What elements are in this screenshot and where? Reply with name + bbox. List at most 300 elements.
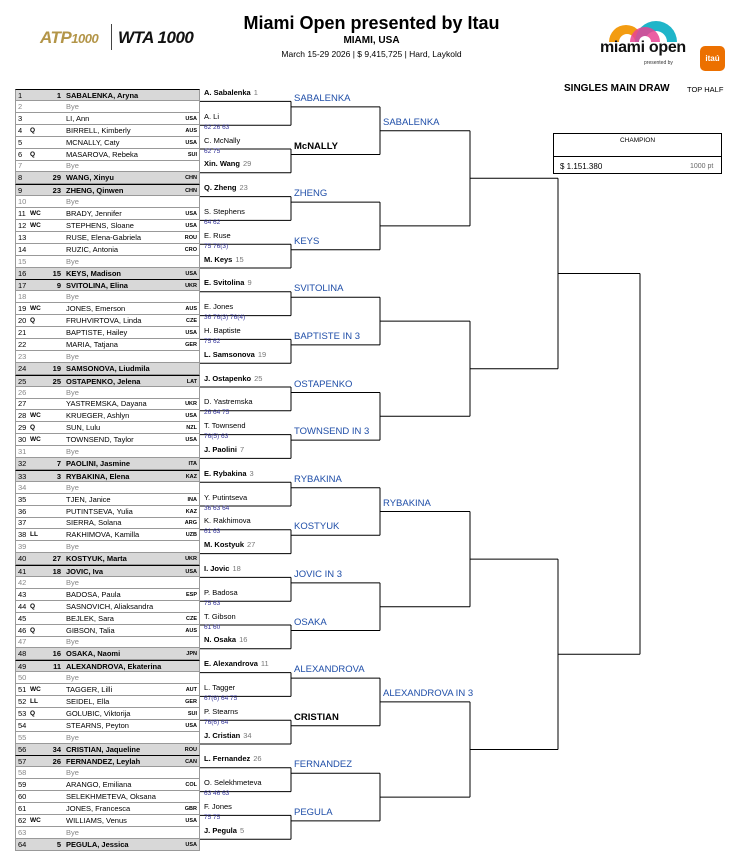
round-2-winner (204, 659, 269, 669)
entry-country: USA (185, 115, 197, 122)
draw-entry-row (15, 375, 200, 387)
entry-number: 57 (18, 757, 27, 767)
draw-entry-row (15, 506, 200, 518)
entry-country: SUI (187, 710, 197, 717)
entry-number: 18 (18, 292, 27, 302)
draw-entry-row (15, 172, 200, 184)
miami-open-wordmark: miami open (600, 39, 686, 56)
entry-name: Bye (66, 542, 79, 552)
entry-tag: WC (30, 686, 41, 693)
draw-entry-row (15, 803, 200, 815)
round-4-winner: RYBAKINA (383, 497, 431, 509)
entry-name: MCNALLY, Caty (66, 137, 120, 147)
entry-country: USA (185, 437, 197, 444)
entry-country: USA (185, 841, 197, 848)
atp-logo: ATP1000 (40, 28, 99, 47)
entry-number: 21 (18, 328, 27, 337)
round-3-winner: ZHENG (294, 188, 328, 200)
entry-country: USA (185, 270, 197, 277)
round-2-winner (204, 564, 241, 574)
round-2-score: 75 76(3) (204, 242, 229, 250)
draw-entry-row (15, 422, 200, 434)
entry-name: BIRRELL, Kimberly (66, 125, 131, 135)
entry-country: UZB (185, 532, 197, 539)
draw-entry-row (15, 387, 200, 399)
entry-number: 64 (18, 839, 27, 849)
round-3-winner: ALEXANDROVA (294, 664, 365, 676)
draw-entry-row (15, 458, 200, 470)
entry-name: RUSE, Elena-Gabriela (66, 232, 142, 242)
tournament-location: MIAMI, USA (343, 35, 400, 46)
entry-number: 27 (18, 399, 27, 409)
round-2-winner (204, 540, 255, 550)
round-2-name: K. Rakhimova (204, 516, 251, 526)
entry-seed: 34 (52, 744, 61, 754)
entry-number: 54 (18, 720, 27, 730)
entry-country: SUI (187, 151, 197, 158)
draw-entry-row (15, 732, 200, 744)
round-2-winner (204, 588, 238, 598)
entry-number: 4 (18, 125, 23, 135)
entry-seed: 16 (52, 649, 61, 659)
entry-number: 20 (18, 316, 27, 326)
entry-number: 34 (18, 482, 27, 492)
round-2-score: 67(6) 64 75 (204, 695, 238, 702)
entry-name: TOWNSEND, Taylor (66, 435, 134, 445)
entry-seed: 15 (52, 268, 61, 278)
entry-number: 13 (18, 232, 27, 242)
entry-name: Bye (66, 197, 79, 207)
draw-entry-row (15, 363, 200, 375)
entry-name: Bye (66, 101, 79, 111)
entry-country: USA (185, 222, 197, 229)
entry-country: NZL (186, 425, 197, 432)
round-4-winner: ALEXANDROVA IN 3 (383, 687, 474, 699)
round-2-score: 61 60 (204, 623, 221, 631)
entry-name: KOSTYUK, Marta (66, 554, 127, 564)
entry-name: Bye (66, 161, 79, 171)
round-2-winner (204, 802, 232, 812)
round-2-winner (204, 159, 251, 169)
round-2-seed: 29 (242, 159, 252, 169)
round-2-name: P. Stearns (204, 706, 239, 716)
entry-name: Bye (66, 387, 79, 397)
round-2-seed: 7 (239, 445, 245, 454)
entry-name: KEYS, Madison (66, 268, 122, 278)
draw-entry-row (15, 149, 200, 161)
entry-seed: 11 (53, 662, 61, 672)
entry-number: 48 (18, 649, 27, 659)
champion-prize: $ 1.151.380 (560, 162, 603, 171)
round-2-name: A. Sabalenka (204, 88, 251, 97)
round-2-winner (204, 302, 233, 312)
round-2-name: M. Keys (204, 254, 233, 264)
round-3-winner: SABALENKA (294, 92, 351, 104)
entry-name: Bye (66, 577, 79, 587)
entry-name: Bye (66, 256, 79, 266)
entry-name: FRUHVIRTOVA, Linda (66, 316, 142, 326)
entry-country: KAZ (185, 473, 197, 480)
entry-seed: 18 (52, 567, 61, 576)
round-2-winner (204, 326, 241, 336)
entry-number: 62 (18, 815, 27, 825)
round-2-winner (204, 207, 245, 217)
entry-seed: 1 (56, 91, 61, 100)
entry-number: 23 (18, 351, 27, 361)
entry-tag: Q (30, 709, 36, 717)
round-3-winner: BAPTISTE IN 3 (294, 330, 360, 342)
round-2-seed: 9 (247, 278, 252, 288)
entry-number: 49 (18, 662, 27, 672)
draw-entry-row (15, 279, 200, 291)
entry-name: STEARNS, Peyton (66, 720, 129, 730)
entry-country: USA (185, 139, 197, 146)
round-2-name: C. McNally (204, 135, 241, 145)
entry-name: FERNANDEZ, Leylah (66, 757, 141, 767)
round-2-score: 62 26 63 (204, 123, 230, 131)
entry-name: BRADY, Jennifer (66, 209, 122, 218)
entry-country: CAN (185, 759, 197, 766)
draw-entry-row (15, 517, 200, 529)
draw-entry-row (15, 351, 200, 363)
round-2-name: P. Badosa (204, 587, 238, 597)
entry-name: SASNOVICH, Aliaksandra (66, 601, 154, 611)
round-2-name: J. Paolini (204, 445, 237, 454)
draw-entry-row (15, 196, 200, 208)
entry-number: 39 (18, 542, 27, 552)
round-2-seed: 11 (260, 659, 269, 669)
draw-entry-row (15, 184, 200, 196)
entry-name: BAPTISTE, Hailey (66, 328, 128, 337)
draw-entry-row (15, 779, 200, 791)
entry-name: GIBSON, Talia (66, 625, 115, 635)
entry-seed: 26 (52, 757, 61, 767)
draw-entry-row (15, 565, 200, 577)
round-2-name: E. Alexandrova (204, 659, 258, 669)
entry-country: GER (185, 341, 197, 348)
entry-country: CHN (185, 188, 197, 195)
entry-country: CZE (186, 318, 197, 325)
round-2-name: M. Kostyuk (204, 540, 245, 550)
entry-number: 41 (18, 567, 27, 576)
draw-entry-row (15, 482, 200, 494)
round-3-winner: KOSTYUK (294, 521, 340, 533)
draw-entry-row (15, 589, 200, 601)
entry-country: CZE (186, 615, 197, 622)
entry-number: 2 (18, 101, 23, 111)
entry-number: 16 (18, 268, 27, 278)
draw-entry-row (15, 339, 200, 351)
entry-seed: 9 (56, 281, 61, 291)
round-2-score: 36 63 64 (204, 504, 230, 512)
entry-name: PAOLINI, Jasmine (66, 458, 131, 468)
entry-seed: 3 (56, 471, 61, 481)
draw-entry-row (15, 839, 200, 851)
draw-entry-row (15, 791, 200, 803)
entry-number: 12 (18, 220, 27, 230)
entry-name: JOVIC, Iva (66, 567, 104, 576)
entry-name: JONES, Francesca (66, 804, 131, 813)
round-2-seed: 18 (232, 564, 241, 573)
entry-seed: 27 (52, 554, 61, 564)
entry-name: BADOSA, Paula (66, 589, 121, 599)
entry-tag: Q (30, 150, 36, 158)
entry-name: Bye (66, 482, 79, 492)
round-2-score: 76(6) 64 (204, 718, 229, 726)
round-2-winner (204, 635, 247, 645)
entry-name: GOLUBIC, Viktorija (66, 708, 131, 718)
round-2-winner (204, 136, 240, 146)
entry-number: 50 (18, 673, 27, 683)
draw-entry-row (15, 410, 200, 422)
entry-country: USA (185, 722, 197, 729)
tournament-details: March 15-29 2026 | $ 9,415,725 | Hard, Laykold (281, 49, 462, 59)
entry-number: 1 (18, 91, 23, 100)
miami-open-logo-icon (603, 4, 688, 44)
entry-tag: LL (30, 531, 38, 539)
round-2-winner (204, 112, 219, 122)
entry-name: STEPHENS, Sloane (66, 220, 134, 230)
round-2-name: N. Osaka (204, 635, 237, 645)
draw-entry-row (15, 232, 200, 244)
entry-name: PUTINTSEVA, Yulia (66, 506, 133, 516)
entry-name: BEJLEK, Sara (66, 613, 114, 623)
round-2-seed: 1 (253, 88, 258, 97)
entry-name: TJEN, Janice (66, 494, 111, 504)
entry-name: TAGGER, Lilli (66, 685, 113, 694)
round-2-seed: 5 (239, 825, 245, 835)
draw-entry-row (15, 553, 200, 565)
entry-number: 15 (18, 256, 27, 266)
round-2-name: Y. Putintseva (204, 492, 248, 502)
entry-seed: 29 (52, 173, 61, 183)
round-2-winner (204, 183, 248, 193)
round-2-seed: 23 (239, 183, 248, 193)
entry-number: 58 (18, 768, 27, 778)
draw-entry-row (15, 708, 200, 720)
entry-number: 55 (18, 732, 27, 742)
entry-name: WANG, Xinyu (66, 173, 114, 183)
entry-tag: WC (30, 305, 41, 313)
entry-name: CRISTIAN, Jaqueline (66, 744, 141, 754)
round-2-score: 75 75 (204, 814, 221, 821)
draw-entry-row (15, 220, 200, 232)
entry-tag: Q (30, 424, 36, 432)
draw-entry-row (15, 529, 200, 541)
entry-number: 42 (18, 577, 27, 587)
entry-name: JONES, Emerson (66, 304, 126, 314)
entry-country: USA (185, 330, 197, 336)
draw-entry-row (15, 636, 200, 648)
round-2-name: E. Rybakina (204, 468, 247, 478)
draw-entry-row (15, 767, 200, 779)
entry-name: SVITOLINA, Elina (66, 281, 128, 291)
entry-number: 38 (18, 530, 27, 540)
round-2-seed: 16 (239, 635, 248, 645)
entry-country: UKR (185, 556, 197, 563)
round-2-name: O. Selekhmeteva (204, 778, 262, 788)
draw-entry-row (15, 672, 200, 684)
entry-tag: WC (30, 816, 41, 824)
draw-entry-row (15, 125, 200, 137)
entry-number: 43 (18, 589, 27, 599)
entry-country: ROU (184, 746, 197, 753)
entry-number: 22 (18, 339, 27, 349)
presented-by: presented by (644, 60, 673, 66)
entry-tag: Q (30, 602, 36, 610)
entry-number: 47 (18, 637, 27, 647)
round-2-winner (204, 778, 262, 788)
entry-number: 8 (18, 173, 23, 183)
round-2-winner (204, 469, 254, 479)
entry-country: UKR (185, 401, 197, 408)
entry-name: MARIA, Tatjana (66, 339, 118, 349)
entry-name: SIERRA, Solana (66, 518, 122, 528)
entry-name: PEGULA, Jessica (66, 839, 129, 849)
champion-label: CHAMPION (619, 137, 656, 144)
entry-name: SEIDEL, Ella (66, 696, 110, 706)
entry-number: 17 (18, 281, 27, 291)
round-2-winner (204, 731, 252, 741)
draw-entry-row (15, 720, 200, 732)
draw-entry-row (15, 684, 200, 696)
entry-number: 35 (18, 494, 27, 504)
round-2-name: S. Stephens (204, 207, 245, 216)
entry-name: ARANGO, Emiliana (66, 780, 132, 790)
round-2-score: 63 46 63 (204, 790, 230, 798)
round-2-score: 62 75 (204, 147, 221, 155)
entry-seed: 7 (56, 458, 61, 468)
entry-number: 52 (18, 696, 27, 706)
draw-entry-row (15, 208, 200, 220)
entry-country: AUS (185, 627, 197, 634)
draw-entry-row (15, 244, 200, 256)
round-2-score: 64 62 (204, 219, 221, 226)
entry-tag: LL (30, 697, 38, 705)
entry-number: 44 (18, 601, 27, 611)
round-3-winner: FERNANDEZ (294, 759, 353, 771)
entry-name: Bye (66, 351, 79, 361)
entry-number: 30 (18, 435, 27, 445)
entry-number: 51 (18, 685, 27, 694)
entry-country: AUT (185, 687, 197, 693)
entry-number: 10 (18, 197, 27, 207)
round-2-name: F. Jones (204, 802, 232, 811)
round-3-winner: TOWNSEND IN 3 (294, 426, 370, 438)
entry-number: 9 (18, 186, 23, 196)
entry-name: SELEKHMETEVA, Oksana (66, 792, 156, 802)
entry-name: YASTREMSKA, Dayana (66, 399, 147, 409)
entry-country: USA (185, 211, 197, 217)
round-2-name: E. Ruse (204, 230, 231, 240)
draw-entry-row (15, 541, 200, 553)
draw-entry-row (15, 398, 200, 410)
entry-name: SAMSONOVA, Liudmila (66, 363, 150, 373)
round-2-name: L. Fernandez (204, 754, 251, 764)
entry-country: KAZ (185, 508, 197, 515)
entry-country: UKR (185, 283, 197, 290)
draw-entry-row (15, 434, 200, 446)
draw-entry-row (15, 327, 200, 339)
entry-number: 37 (18, 518, 27, 528)
draw-half: TOP HALF (687, 85, 724, 94)
entry-number: 63 (18, 827, 27, 837)
champion-line (553, 156, 722, 157)
round-2-score: 76(5) 63 (204, 433, 229, 441)
draw-entry-row (15, 648, 200, 660)
draw-entry-row (15, 303, 200, 315)
entry-seed: 25 (52, 376, 61, 386)
entry-number: 11 (18, 209, 26, 218)
entry-name: OSAKA, Naomi (66, 649, 121, 659)
draw-entry-row (15, 291, 200, 303)
round-3-winner: PEGULA (294, 806, 333, 818)
entry-name: SABALENKA, Aryna (66, 91, 139, 100)
entry-name: Bye (66, 673, 79, 683)
draw-entry-row (15, 256, 200, 268)
draw-entry-row (15, 137, 200, 149)
round-2-score: 26 64 75 (204, 409, 230, 417)
entry-tag: WC (30, 436, 41, 444)
round-2-name: T. Townsend (204, 421, 246, 431)
round-2-name: L. Samsonova (204, 349, 255, 359)
round-2-winner (204, 754, 262, 764)
draw-entry-row (15, 446, 200, 458)
entry-tag: Q (30, 317, 36, 325)
round-2-score: 36 76(3) 76(4) (204, 314, 246, 322)
entry-number: 60 (18, 792, 27, 802)
entry-name: WILLIAMS, Venus (66, 815, 127, 825)
entry-name: Bye (66, 637, 79, 647)
round-2-winner (204, 350, 266, 360)
draw-entry-row (15, 470, 200, 482)
entry-country: GBR (184, 806, 197, 812)
entry-tag: WC (30, 412, 41, 420)
round-2-seed: 27 (247, 540, 256, 550)
entry-name: RUZIC, Antonia (66, 244, 119, 254)
entry-tag: Q (30, 626, 36, 634)
entry-tag: Q (30, 126, 36, 134)
round-3-winner: RYBAKINA (294, 473, 342, 485)
round-2-winner (204, 397, 253, 407)
entry-country: GER (185, 698, 197, 705)
round-2-name: J. Ostapenko (204, 373, 252, 383)
entry-number: 61 (18, 804, 27, 813)
round-2-winner (204, 231, 231, 241)
entry-name: Bye (66, 768, 79, 778)
entry-number: 32 (18, 458, 27, 468)
round-2-name: A. Li (204, 111, 220, 121)
entry-seed: 19 (52, 363, 61, 373)
round-3-winner: KEYS (294, 235, 320, 247)
round-2-name: D. Yastremska (204, 397, 253, 407)
entry-country: USA (185, 569, 197, 575)
round-2-winner (204, 516, 251, 526)
round-3-winner: JOVIC IN 3 (294, 568, 343, 580)
draw-entry-row (15, 660, 200, 672)
entry-name: SUN, Lulu (66, 423, 101, 433)
round-3-winner: OSTAPENKO (294, 378, 353, 390)
entry-number: 46 (18, 625, 27, 635)
round-2-score: 61 63 (204, 528, 221, 536)
champion-points: 1000 pt (690, 163, 714, 170)
entry-number: 24 (18, 363, 27, 373)
entry-number: 31 (18, 447, 27, 456)
entry-country: JPN (186, 651, 197, 658)
draw-name: SINGLES MAIN DRAW (564, 83, 670, 94)
round-3-winner: SVITOLINA (294, 283, 344, 295)
draw-entry-row (15, 827, 200, 839)
